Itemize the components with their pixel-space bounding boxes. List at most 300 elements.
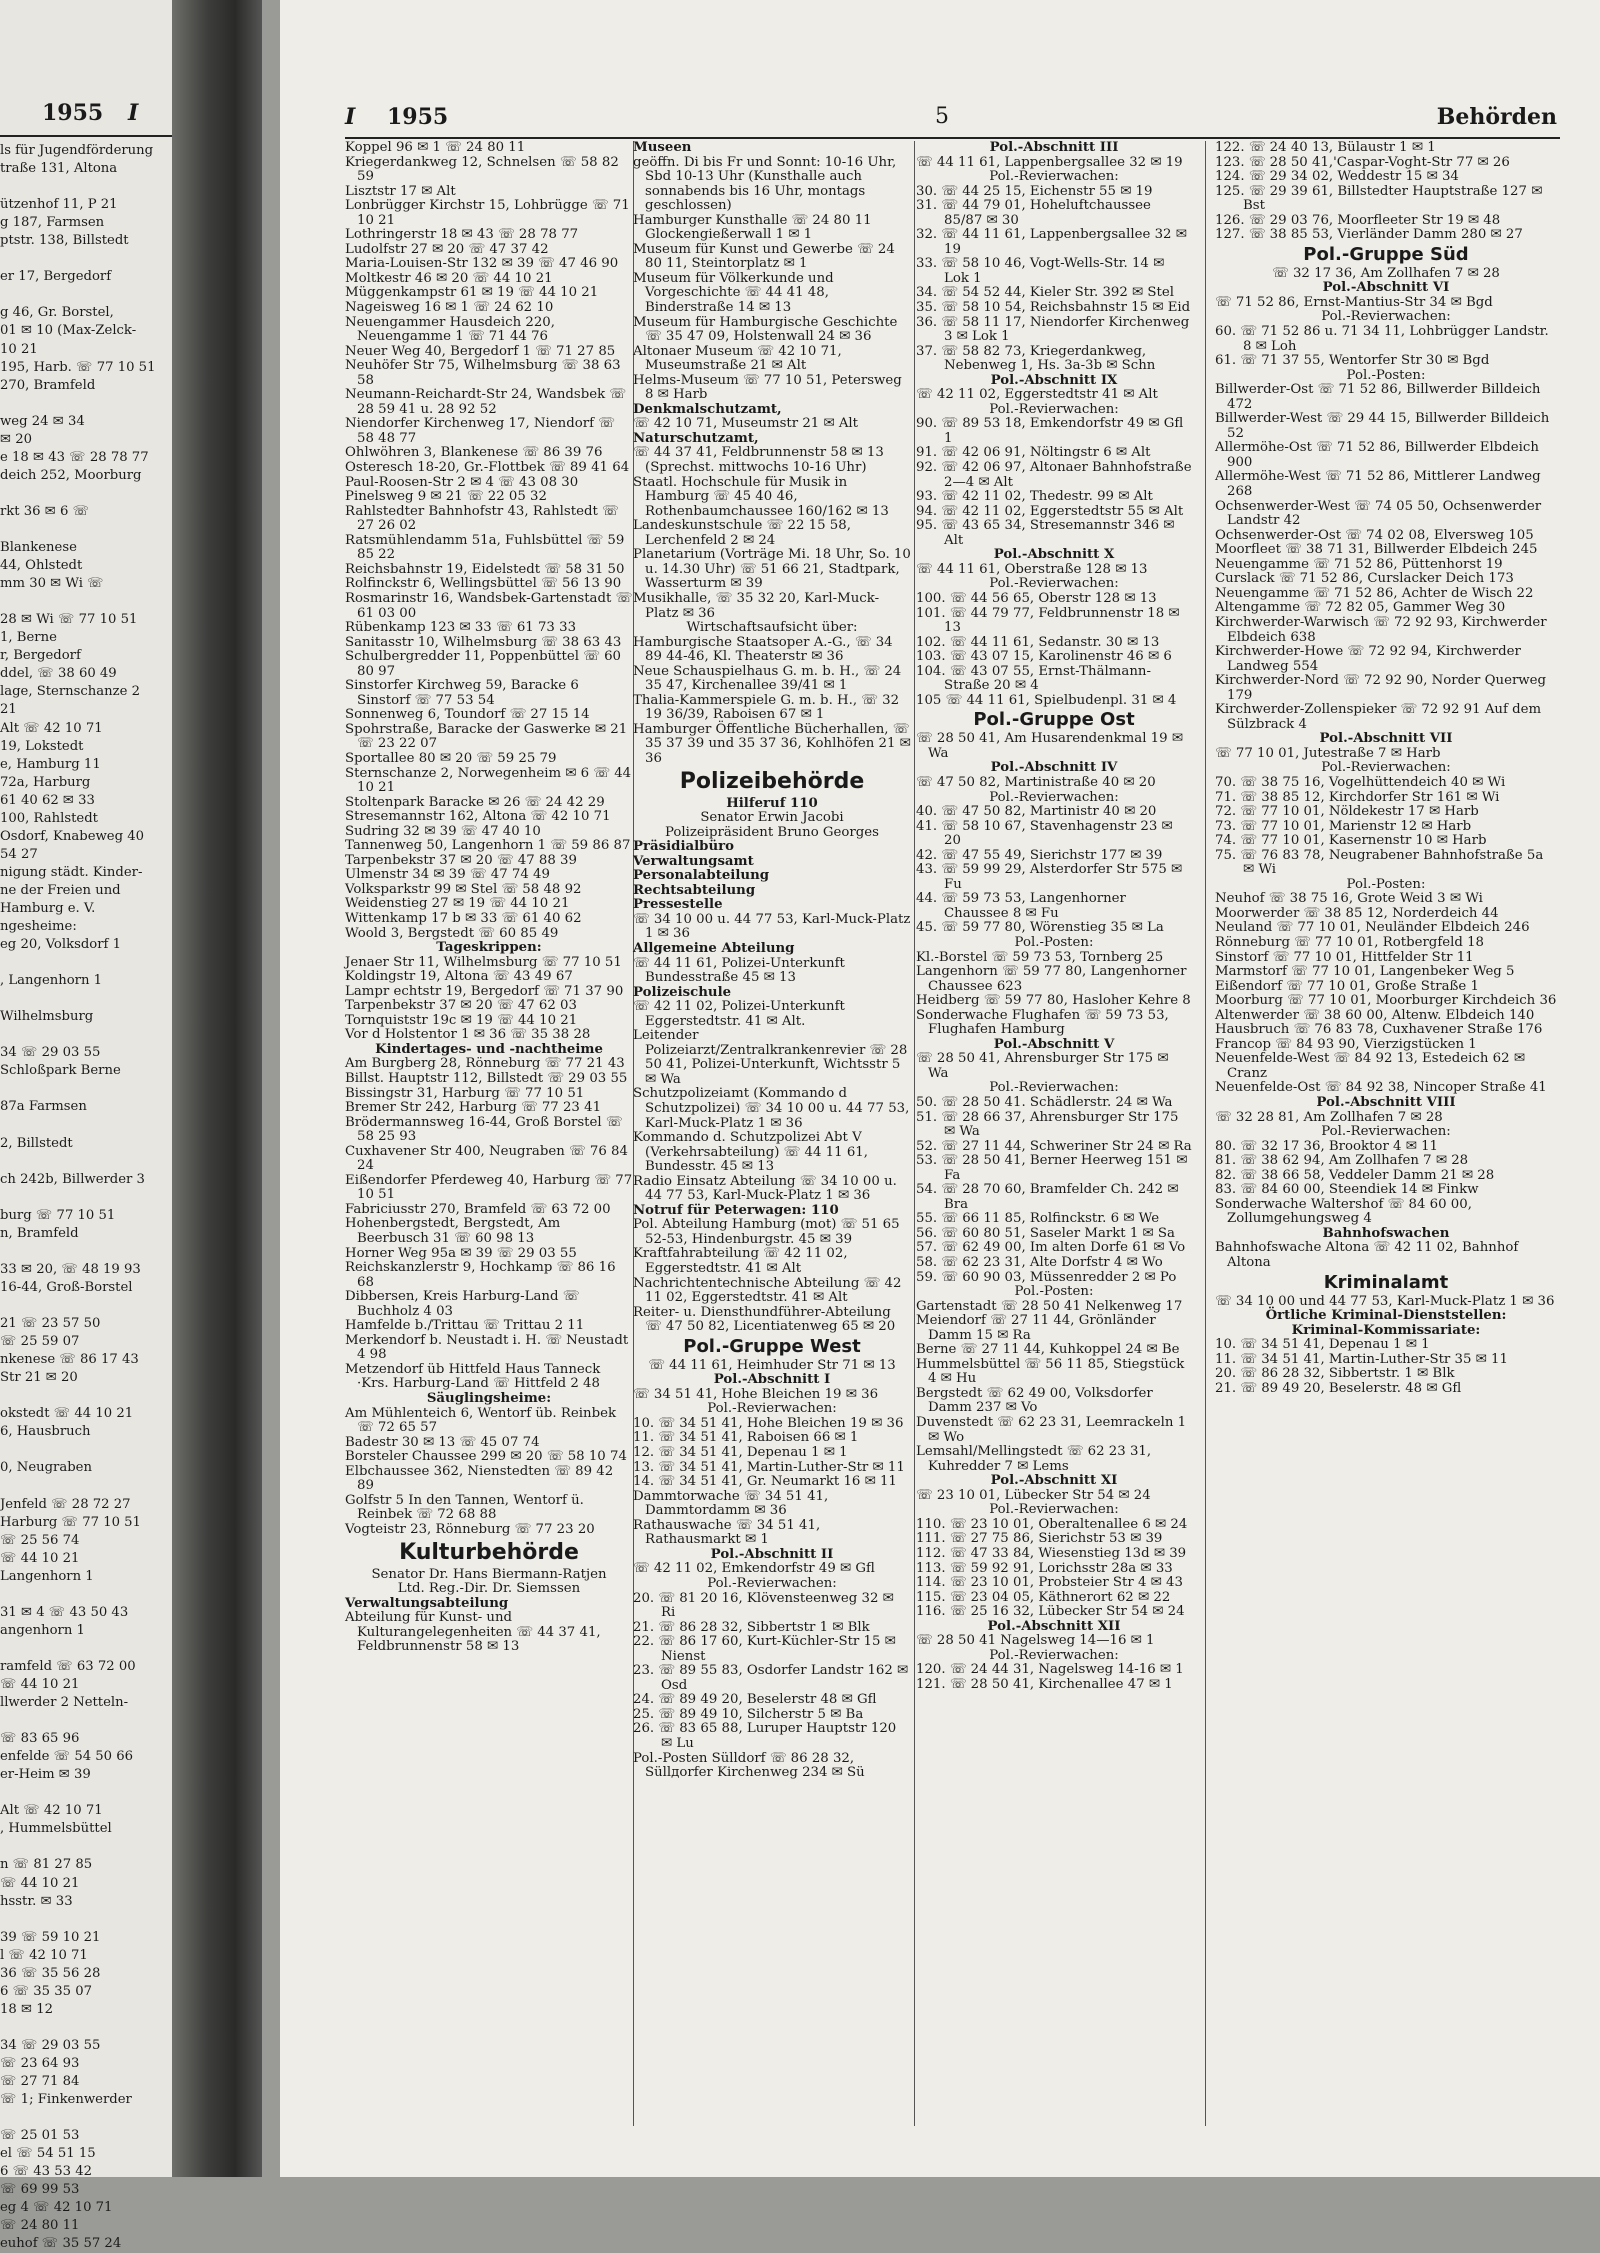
directory-entry: 55. ☏ 66 11 85, Rolfinckstr. 6 ✉ We <box>916 1211 1160 1227</box>
directory-entry: ☏ 34 10 00 und 44 77 53, Karl-Muck-Platz 1 ✉ 36 <box>1215 1293 1555 1309</box>
directory-entry: 82. ☏ 38 66 58, Veddeler Damm 21 ✉ 28 <box>1215 1167 1495 1183</box>
directory-entry: Lemsahl/Mellingstedt ☏ 62 23 31, Kuhredder 7 ✉ Lems <box>916 1444 1152 1474</box>
directory-entry: 44. ☏ 59 73 53, Langenhorner Chaussee 8 ✉ Fu <box>916 891 1126 921</box>
centered-line: Senator Erwin Jacobi <box>700 810 844 826</box>
directory-entry: 51. ☏ 28 66 37, Ahrensburger Str 175 ✉ Wa <box>916 1109 1179 1140</box>
subsection-heading: Pol.-Abschnitt IX <box>990 372 1118 388</box>
directory-entry: 35. ☏ 58 10 54, Reichsbahnstr 15 ✉ Eid <box>916 300 1191 316</box>
directory-entry: Thalia-Kammerspiele G. m. b. H., ☏ 32 19 36/39, Raboisen 67 ✉ 1 <box>633 692 900 723</box>
directory-entry: Borsteler Chaussee 299 ✉ 20 ☏ 58 10 74 <box>345 1449 627 1465</box>
left-page-line: Harburg ☏ 77 10 51 <box>0 1514 141 1530</box>
subsection-heading: Pol.-Abschnitt VIII <box>1316 1095 1456 1110</box>
directory-entry: 21. ☏ 89 49 20, Beselerstr. 48 ✉ Gfl <box>1215 1380 1462 1396</box>
left-page-line: 31 ✉ 4 ☏ 43 50 43 <box>0 1604 129 1620</box>
department-label: Verwaltungsamt <box>633 853 754 869</box>
left-page-line: ☏ 44 10 21 <box>0 1875 80 1891</box>
directory-entry: Bahnhofswache Altona ☏ 42 11 02, Bahnhof Altona <box>1215 1240 1519 1271</box>
left-page-line: ☏ 1; Finkenwerder <box>0 2092 132 2108</box>
department-label: Museen <box>633 140 692 155</box>
directory-entry: 24. ☏ 89 49 20, Beselerstr 48 ✉ Gfl <box>633 1692 877 1708</box>
left-page-line <box>0 2019 172 2037</box>
directory-entry: Neue Schauspielhaus G. m. b. H., ☏ 24 35 47, Kirchenallee 39/41 ✉ 1 <box>633 663 902 694</box>
left-page-line <box>0 286 172 304</box>
directory-entry: 26. ☏ 83 65 88, Luruper Hauptstr 120 ✉ Lu <box>633 1721 897 1751</box>
directory-entry: 45. ☏ 59 77 80, Wörenstieg 35 ✉ La <box>916 920 1164 936</box>
left-page-line: Blankenese <box>0 540 77 556</box>
directory-entry: Spohrstraße, Baracke der Gaswerke ✉ 21 ☏ 23 22 07 <box>345 721 628 752</box>
department-label: Notruf für Peterwagen: 110 <box>633 1202 839 1218</box>
left-page-line <box>0 1153 172 1171</box>
directory-entry: 102. ☏ 44 11 61, Sedanstr. 30 ✉ 13 <box>916 634 1160 650</box>
directory-entry: Lampr echtstr 19, Bergedorf ☏ 71 37 90 <box>345 983 624 999</box>
left-page-line: n, Bramfeld <box>0 1225 79 1241</box>
directory-entry: Hummelsbüttel ☏ 56 11 85, Stiegstück 4 ✉ Hu <box>916 1356 1185 1387</box>
left-page-line: ptstr. 138, Billstedt <box>0 233 129 249</box>
directory-entry: Paul-Roosen-Str 2 ✉ 4 ☏ 43 08 30 <box>345 474 579 490</box>
directory-entry: Curslack ☏ 71 52 86, Curslacker Deich 173 <box>1215 571 1514 587</box>
department-label: Polizeischule <box>633 984 732 1000</box>
directory-entry: Moorfleet ☏ 38 71 31, Billwerder Elbdeich 245 <box>1215 542 1538 558</box>
centered-line: Pol.-Revierwachen: <box>989 169 1119 185</box>
directory-entry: Sternschanze 2, Norwegenheim ✉ 6 ☏ 44 10 21 <box>345 765 632 796</box>
left-page-line <box>0 1117 172 1135</box>
centered-line: Ltd. Reg.-Dir. Dr. Siemssen <box>397 1581 581 1597</box>
directory-entry: Hausbruch ☏ 76 83 78, Cuxhavener Straße 176 <box>1215 1022 1543 1038</box>
directory-entry: Woold 3, Bergstedt ☏ 60 85 49 <box>345 925 559 941</box>
column-3 <box>916 141 1192 2126</box>
section-title: Behörden <box>1436 104 1557 130</box>
directory-entry: Rathauswache ☏ 34 51 41, Rathausmarkt ✉ 1 <box>633 1517 821 1548</box>
directory-entry: 101. ☏ 44 79 77, Feldbrunnenstr 18 ✉ 13 <box>916 605 1180 636</box>
left-page-line <box>0 1784 172 1802</box>
left-page-line: deich 252, Moorburg <box>0 467 142 483</box>
directory-entry: Planetarium (Vorträge Mi. 18 Uhr, So. 10 u. 14.30 Uhr) ☏ 51 66 21, Stadtpark, Wasserturm ✉ 39 <box>633 547 911 592</box>
directory-entry: Hamburger Kunsthalle ☏ 24 80 11 Glockengießerwall 1 ✉ 1 <box>633 212 872 243</box>
directory-entry: Reichsbahnstr 19, Eidelstedt ☏ 58 31 50 <box>345 561 625 577</box>
left-page-line: Wilhelmsburg <box>0 1009 94 1025</box>
centered-line: Wirtschaftsaufsicht über: <box>686 620 858 636</box>
directory-entry: 56. ☏ 60 80 51, Saseler Markt 1 ✉ Sa <box>916 1225 1175 1241</box>
directory-entry: Neuhof ☏ 38 75 16, Grote Weid 3 ✉ Wi <box>1215 891 1483 907</box>
section-heading: Kulturbehörde <box>399 1539 579 1565</box>
left-page-line: 16-44, Groß-Borstel <box>0 1279 133 1295</box>
directory-entry: 21. ☏ 86 28 32, Sibbertstr 1 ✉ Blk <box>633 1619 870 1635</box>
directory-entry: ☏ 77 10 01, Jutestraße 7 ✉ Harb <box>1215 745 1441 761</box>
column-2 <box>633 141 911 2126</box>
left-page-line <box>0 954 172 972</box>
directory-entry: 114. ☏ 23 10 01, Probsteier Str 4 ✉ 43 <box>916 1575 1183 1591</box>
left-page-line: 44, Ohlstedt <box>0 558 83 574</box>
left-page-line: Osdorf, Knabeweg 40 <box>0 828 145 844</box>
left-page-line <box>0 1477 172 1495</box>
left-page-line: ☏ 27 71 84 <box>0 2074 80 2090</box>
directory-entry: 11. ☏ 34 51 41, Martin-Luther-Str 35 ✉ 11 <box>1215 1351 1508 1367</box>
directory-entry: ☏ 28 50 41 Nagelsweg 14—16 ✉ 1 <box>916 1633 1155 1649</box>
directory-entry: 104. ☏ 43 07 55, Ernst-Thälmann-Straße 20 ✉ 4 <box>916 663 1151 694</box>
left-page-line: 87a Farmsen <box>0 1099 87 1115</box>
left-page-line <box>0 1586 172 1604</box>
directory-entry: ☏ 23 10 01, Lübecker Str 54 ✉ 24 <box>916 1487 1151 1503</box>
left-page-line <box>0 1838 172 1856</box>
directory-entry: Rolfinckstr 6, Wellingsbüttel ☏ 56 13 90 <box>345 576 622 592</box>
directory-entry: 34. ☏ 54 52 44, Kieler Str. 392 ✉ Stel <box>916 285 1175 301</box>
left-page-line: er-Heim ✉ 39 <box>0 1767 91 1783</box>
directory-entry: Horner Weg 95a ✉ 39 ☏ 29 03 55 <box>345 1245 577 1261</box>
directory-entry: Reichskanzlerstr 9, Hochkamp ☏ 86 16 68 <box>345 1260 616 1290</box>
directory-page <box>280 0 1600 2177</box>
directory-entry: Dibbersen, Kreis Harburg-Land ☏ Buchholz 4 03 <box>345 1289 580 1319</box>
directory-entry: Vor d Holstentor 1 ✉ 36 ☏ 35 38 28 <box>345 1027 591 1043</box>
left-page-line: 195, Harb. ☏ 77 10 51 <box>0 359 156 375</box>
page-side: I <box>345 104 356 130</box>
directory-entry: Neuer Weg 40, Bergedorf 1 ☏ 71 27 85 <box>345 343 616 359</box>
directory-entry: Meiendorf ☏ 27 11 44, Grönländer Damm 15 ✉ Ra <box>916 1313 1156 1343</box>
left-page-line <box>0 1640 172 1658</box>
directory-entry: Hohenbergstedt, Bergstedt, Am Beerbusch 31 ☏ 60 98 13 <box>345 1216 561 1247</box>
left-page-line: rkt 36 ✉ 6 ☏ <box>0 503 90 519</box>
directory-entry: Radio Einsatz Abteilung ☏ 34 10 00 u. 44 77 53, Karl-Muck-Platz 1 ✉ 36 <box>633 1173 897 1204</box>
left-page-line: 39 ☏ 59 10 21 <box>0 1929 101 1945</box>
directory-entry: Kirchwerder-Howe ☏ 72 92 94, Kirchwerder Landweg 554 <box>1215 644 1521 674</box>
directory-entry: ☏ 44 37 41, Feldbrunnenstr 58 ✉ 13 (Sprechst. mittwochs 10-16 Uhr) <box>633 445 884 476</box>
directory-entry: Billst. Hauptstr 112, Billstedt ☏ 29 03 55 <box>345 1071 628 1086</box>
directory-entry: Metzendorf üb Hittfeld Haus Tanneck ·Krs. Harburg-Land ☏ Hittfeld 2 48 <box>345 1361 601 1392</box>
left-page-line <box>0 1387 172 1405</box>
left-page-line: burg ☏ 77 10 51 <box>0 1207 116 1223</box>
left-page-line: 6 ☏ 43 53 42 <box>0 2164 92 2180</box>
directory-entry: 10. ☏ 34 51 41, Depenau 1 ✉ 1 <box>1215 1337 1430 1353</box>
directory-entry: 74. ☏ 77 10 01, Kasernenstr 10 ✉ Harb <box>1215 833 1487 849</box>
left-page-line: ☏ 25 01 53 <box>0 2128 80 2144</box>
directory-entry: Ochsenwerder-West ☏ 74 05 50, Ochsenwerder Landstr 42 <box>1215 498 1542 529</box>
directory-entry: Billwerder-West ☏ 29 44 15, Billwerder Billdeich 52 <box>1215 411 1550 441</box>
left-page-line: Langenhorn 1 <box>0 1568 94 1584</box>
left-page-line <box>0 395 172 413</box>
left-page-line: ngesheime: <box>0 919 77 935</box>
directory-entry: 124. ☏ 29 34 02, Weddestr 15 ✉ 34 <box>1215 169 1459 185</box>
directory-entry: Sportallee 80 ✉ 20 ☏ 59 25 79 <box>345 750 557 766</box>
directory-entry: 12. ☏ 34 51 41, Depenau 1 ✉ 1 <box>633 1445 848 1461</box>
department-label: Verwaltungsabteilung <box>345 1595 509 1611</box>
directory-entry: 122. ☏ 24 40 13, Bülaustr 1 ✉ 1 <box>1215 140 1436 155</box>
left-page-line <box>0 2109 172 2127</box>
left-page-line: 10 21 <box>0 341 38 357</box>
department-label: Personalabteilung <box>633 868 770 884</box>
directory-entry: Rübenkamp 123 ✉ 33 ☏ 61 73 33 <box>345 620 577 636</box>
directory-entry: 91. ☏ 42 06 91, Nöltingstr 6 ✉ Alt <box>916 445 1151 461</box>
left-page-line <box>0 1297 172 1315</box>
left-page-line: 19, Lokstedt <box>0 738 84 754</box>
directory-entry: Eißendorfer Pferdeweg 40, Harburg ☏ 77 10 51 <box>345 1172 633 1203</box>
left-page-line <box>0 1243 172 1261</box>
directory-entry: 81. ☏ 38 62 94, Am Zollhafen 7 ✉ 28 <box>1215 1153 1469 1169</box>
left-page-line: e, Hamburg 11 <box>0 756 101 772</box>
left-page-line: enfelde ☏ 54 50 66 <box>0 1749 134 1765</box>
left-page-line: ramfeld ☏ 63 72 00 <box>0 1658 136 1674</box>
directory-entry: Ulmenstr 34 ✉ 39 ☏ 47 74 49 <box>345 867 550 883</box>
directory-entry: Cuxhavener Str 400, Neugraben ☏ 76 84 24 <box>345 1143 628 1174</box>
left-page-line: r, Bergedorf <box>0 648 81 664</box>
section-heading: Polizeibehörde <box>679 768 865 794</box>
directory-entry: Vogteistr 23, Rönneburg ☏ 77 23 20 <box>345 1521 595 1537</box>
centered-line: Pol.-Revierwachen: <box>1321 760 1451 776</box>
left-page-line: traße 131, Altona <box>0 161 118 177</box>
directory-entry: Rosmarinstr 16, Wandsbek-Gartenstadt ☏ 61 03 00 <box>345 590 633 621</box>
left-page-line: 6 ☏ 35 35 07 <box>0 1983 92 1999</box>
directory-entry: 111. ☏ 27 75 86, Sierichstr 53 ✉ 39 <box>916 1531 1163 1547</box>
directory-entry: ☏ 44 11 61, Lappenbergsallee 32 ✉ 19 <box>916 154 1183 170</box>
subsection-heading: Pol.-Abschnitt IV <box>990 760 1118 776</box>
directory-entry: 31. ☏ 44 79 01, Hoheluftchaussee 85/87 ✉ 30 <box>916 198 1151 228</box>
left-page-line: ☏ 25 56 74 <box>0 1532 80 1548</box>
directory-entry: Stoltenpark Baracke ✉ 26 ☏ 24 42 29 <box>345 794 605 810</box>
directory-entry: Billwerder-Ost ☏ 71 52 86, Billwerder Billdeich 472 <box>1215 382 1541 412</box>
left-page-line <box>0 1712 172 1730</box>
directory-entry: ☏ 42 11 02, Emkendorfstr 49 ✉ Gfl <box>633 1561 875 1577</box>
centered-line: Pol.-Revierwachen: <box>989 401 1119 417</box>
directory-entry: Moorburg ☏ 77 10 01, Moorburger Kirchdeich 36 <box>1215 993 1557 1009</box>
left-page-year: 1955 <box>42 100 104 126</box>
left-page-line <box>0 1441 172 1459</box>
left-page-line: ne der Freien und <box>0 882 121 898</box>
directory-entry: 116. ☏ 25 16 32, Lübecker Str 54 ✉ 24 <box>916 1604 1185 1620</box>
centered-line: Pol.-Posten: <box>1346 876 1426 892</box>
directory-entry: 11. ☏ 34 51 41, Raboisen 66 ✉ 1 <box>633 1430 859 1446</box>
directory-entry: ☏ 42 11 02, Polizei-Unterkunft Eggerstedtstr. 41 ✉ Alt. <box>633 999 845 1029</box>
left-page-line <box>0 1080 172 1098</box>
centered-line: Pol.-Revierwachen: <box>1321 309 1451 325</box>
directory-entry: 72. ☏ 77 10 01, Nöldekestr 17 ✉ Harb <box>1215 804 1479 820</box>
page-header <box>345 104 1557 136</box>
directory-entry: 120. ☏ 24 44 31, Nagelsweg 14-16 ✉ 1 <box>916 1662 1184 1678</box>
directory-entry: Badestr 30 ✉ 13 ☏ 45 07 74 <box>345 1434 540 1450</box>
left-page-line: nkenese ☏ 86 17 43 <box>0 1352 139 1368</box>
centered-line: Pol.-Revierwachen: <box>989 1502 1119 1518</box>
book-binding <box>172 0 262 2177</box>
directory-entry: Kl.-Borstel ☏ 59 73 53, Tornberg 25 <box>916 949 1164 965</box>
directory-entry: 41. ☏ 58 10 67, Stavenhagenstr 23 ✉ 20 <box>916 818 1173 849</box>
left-page-line: Schloßpark Berne <box>0 1063 121 1079</box>
directory-entry: Hamburgische Staatsoper A.-G., ☏ 34 89 44-46, Kl. Theaterstr ✉ 36 <box>633 634 893 665</box>
left-page-line: , Hummelsbüttel <box>0 1821 112 1837</box>
left-page-line: lage, Sternschanze 2 <box>0 684 140 700</box>
directory-entry: 113. ☏ 59 92 91, Lorichsstr 28a ✉ 33 <box>916 1560 1173 1576</box>
left-page-line: 01 ✉ 10 (Max-Zelck- <box>0 323 137 339</box>
directory-entry: Sanitasstr 10, Wilhelmsburg ☏ 38 63 43 <box>345 634 622 650</box>
left-page-line: Jenfeld ☏ 28 72 27 <box>0 1496 131 1512</box>
left-page-line <box>0 178 172 196</box>
left-page-line <box>0 521 172 539</box>
directory-entry: Gartenstadt ☏ 28 50 41 Nelkenweg 17 <box>916 1298 1183 1314</box>
column-4 <box>1215 141 1557 2126</box>
column-divider <box>914 141 915 2126</box>
left-page-line <box>0 990 172 1008</box>
left-page-line <box>0 485 172 503</box>
subsection-heading: Hilferuf 110 <box>726 795 818 811</box>
directory-entry: Bergstedt ☏ 62 49 00, Volksdorfer Damm 237 ✉ Vo <box>916 1385 1153 1416</box>
subsection-heading: Bahnhofswachen <box>1322 1225 1450 1241</box>
directory-entry: 126. ☏ 29 03 76, Moorfleeter Str 19 ✉ 48 <box>1215 212 1501 228</box>
left-page-line <box>0 1911 172 1929</box>
left-page-line: er 17, Bergedorf <box>0 269 112 285</box>
directory-entry: Neuengamme ☏ 71 52 86, Achter de Wisch 22 <box>1215 585 1534 601</box>
directory-entry: Neuenfelde-West ☏ 84 92 13, Estedeich 62 ✉ Cranz <box>1215 1051 1525 1081</box>
directory-entry: ☏ 71 52 86, Ernst-Mantius-Str 34 ✉ Bgd <box>1215 294 1493 310</box>
subsection-heading: Pol.-Abschnitt VI <box>1322 280 1450 296</box>
directory-entry: Sonderwache Waltershof ☏ 84 60 00, Zollumgehungsweg 4 <box>1215 1196 1472 1227</box>
directory-entry: Koppel 96 ✉ 1 ☏ 24 80 11 <box>345 140 526 155</box>
directory-entry: Rahlstedter Bahnhofstr 43, Rahlstedt ☏ 27 26 02 <box>345 503 619 534</box>
left-page-line: 100, Rahlstedt <box>0 810 98 826</box>
left-page-line: ch 242b, Billwerder 3 <box>0 1171 145 1187</box>
centered-line: Pol.-Revierwachen: <box>707 1575 837 1591</box>
left-page-line: 72a, Harburg <box>0 774 91 790</box>
directory-entry: Sinstorfer Kirchweg 59, Baracke 6 Sinstorf ☏ 77 53 54 <box>345 678 579 708</box>
directory-entry: ☏ 44 11 61, Oberstraße 128 ✉ 13 <box>916 561 1148 577</box>
directory-entry: Volksparkstr 99 ✉ Stel ☏ 58 48 92 <box>345 881 582 897</box>
directory-entry: Abteilung für Kunst- und Kulturangelegenheiten ☏ 44 37 41, Feldbrunnenstr 58 ✉ 13 <box>345 1610 601 1655</box>
directory-entry: 37. ☏ 58 82 73, Kriegerdankweg, Nebenweg 1, Hs. 3a-3b ✉ Schn <box>916 343 1156 374</box>
left-page-line: el ☏ 54 51 15 <box>0 2146 96 2162</box>
directory-entry: Leitender Polizeiarzt/Zentralkrankenrevier ☏ 28 50 41, Polizei-Unterkunft, Wichtsstr 5 ✉ Wa <box>633 1028 908 1087</box>
left-page-line: 0, Neugraben <box>0 1460 92 1476</box>
directory-entry: Reiter- u. Diensthundführer-Abteilung ☏ 47 50 82, Licentiatenweg 65 ✉ 20 <box>633 1304 896 1335</box>
directory-entry: Pol. Abteilung Hamburg (mot) ☏ 51 65 52-53, Hindenburgstr. 45 ✉ 39 <box>633 1217 900 1247</box>
left-page-line: e 18 ✉ 43 ☏ 28 78 77 <box>0 449 149 465</box>
directory-entry: Ochsenwerder-Ost ☏ 74 02 08, Elversweg 105 <box>1215 527 1534 543</box>
directory-entry: Museum für Kunst und Gewerbe ☏ 24 80 11, Steintorplatz ✉ 1 <box>633 241 895 272</box>
centered-line: Pol.-Revierwachen: <box>989 789 1119 805</box>
left-page-line <box>0 593 172 611</box>
department-label: Pressestelle <box>633 897 723 913</box>
directory-entry: geöffn. Di bis Fr und Sonnt: 10-16 Uhr, Sbd 10-13 Uhr (Kunsthalle auch sonnabends bis 16 Uhr, montags geschlossen) <box>633 154 897 214</box>
directory-entry: 40. ☏ 47 50 82, Martinistr 40 ✉ 20 <box>916 804 1157 820</box>
subsection-heading: Örtliche Kriminal-Dienststellen: <box>1265 1308 1507 1324</box>
directory-entry: ☏ 44 11 61, Polizei-Unterkunft Bundesstraße 45 ✉ 13 <box>633 955 845 986</box>
left-page-line <box>0 1026 172 1044</box>
directory-entry: Altenwerder ☏ 38 60 00, Altenw. Elbdeich 140 <box>1215 1007 1535 1023</box>
left-page-line: ddel, ☏ 38 60 49 <box>0 666 117 682</box>
directory-entry: 14. ☏ 34 51 41, Gr. Neumarkt 16 ✉ 11 <box>633 1474 897 1490</box>
left-page-line: 2, Billstedt <box>0 1135 73 1151</box>
left-page-rule <box>0 135 172 137</box>
directory-entry: 23. ☏ 89 55 83, Osdorfer Landstr 162 ✉ Osd <box>633 1663 909 1693</box>
left-page-line: euhof ☏ 35 57 24 <box>0 2236 122 2252</box>
left-page-line: ✉ 20 <box>0 431 33 447</box>
directory-entry: ☏ 34 51 41, Hohe Bleichen 19 ✉ 36 <box>633 1386 879 1402</box>
directory-entry: 52. ☏ 27 11 44, Schweriner Str 24 ✉ Ra <box>916 1138 1192 1154</box>
left-page-side: I <box>128 100 139 126</box>
department-label: Naturschutzamt, <box>633 430 759 446</box>
directory-entry: Pol.-Posten Sülldorf ☏ 86 28 32, Süllдorfer Kirchenweg 234 ✉ Sü <box>633 1750 865 1781</box>
directory-entry: Ratsmühlendamm 51a, Fuhlsbüttel ☏ 59 85 22 <box>345 532 625 563</box>
directory-entry: 60. ☏ 71 52 86 u. 71 34 11, Lohbrügger Landstr. 8 ✉ Loh <box>1215 324 1549 354</box>
left-page-line: 34 ☏ 29 03 55 <box>0 1045 101 1061</box>
directory-entry: Bremer Str 242, Harburg ☏ 77 23 41 <box>345 1100 602 1116</box>
left-page-line: 1, Berne <box>0 630 57 646</box>
left-page-line <box>0 250 172 268</box>
left-page-line: ☏ 69 99 53 <box>0 2182 80 2198</box>
left-page-line: 61 40 62 ✉ 33 <box>0 792 95 808</box>
directory-entry: Landeskunstschule ☏ 22 15 58, Lerchenfeld 2 ✉ 24 <box>633 518 851 548</box>
directory-entry: ☏ 42 10 71, Museumstr 21 ✉ Alt <box>633 416 859 432</box>
directory-entry: 25. ☏ 89 49 10, Silcherstr 5 ✉ Ba <box>633 1706 864 1722</box>
centered-line: Pol.-Revierwachen: <box>707 1401 837 1417</box>
left-page-line: mm 30 ✉ Wi ☏ <box>0 576 104 592</box>
centered-line: Pol.-Posten: <box>1346 367 1426 383</box>
directory-entry: ☏ 32 28 81, Am Zollhafen 7 ✉ 28 <box>1215 1109 1443 1125</box>
directory-entry: 58. ☏ 62 23 31, Alte Dorfstr 4 ✉ Wo <box>916 1255 1163 1271</box>
directory-entry: Am Burgberg 28, Rönneburg ☏ 77 21 43 <box>345 1056 625 1072</box>
directory-entry: 13. ☏ 34 51 41, Martin-Luther-Str ✉ 11 <box>633 1459 905 1475</box>
directory-entry: Jenaer Str 11, Wilhelmsburg ☏ 77 10 51 <box>345 954 622 970</box>
directory-entry: Neumann-Reichardt-Str 24, Wandsbek ☏ 28 59 41 u. 28 92 52 <box>345 387 627 417</box>
directory-entry: Lisztstr 17 ✉ Alt <box>345 183 456 199</box>
directory-entry: 33. ☏ 58 10 46, Vogt-Wells-Str. 14 ✉ Lok 1 <box>916 256 1165 286</box>
centered-line: Pol.-Revierwachen: <box>989 1080 1119 1096</box>
left-page-line: Hamburg e. V. <box>0 900 96 916</box>
directory-entry: Francop ☏ 84 93 90, Vierzigstücken 1 <box>1215 1036 1477 1052</box>
directory-entry: Kirchwerder-Nord ☏ 72 92 90, Norder Querweg 179 <box>1215 673 1547 703</box>
directory-entry: Tarpenbekstr 37 ✉ 20 ☏ 47 88 39 <box>345 852 577 868</box>
directory-entry: Sonnenweg 6, Toundorf ☏ 27 15 14 <box>345 707 590 723</box>
directory-entry: 30. ☏ 44 25 15, Eichenstr 55 ✉ 19 <box>916 183 1153 199</box>
directory-entry: 54. ☏ 28 70 60, Bramfelder Ch. 242 ✉ Bra <box>916 1182 1179 1212</box>
directory-entry: ☏ 34 10 00 u. 44 77 53, Karl-Muck-Platz 1 ✉ 36 <box>633 911 911 942</box>
directory-entry: 59. ☏ 60 90 03, Müssenredder 2 ✉ Po <box>916 1269 1177 1285</box>
directory-entry: 123. ☏ 28 50 41,'Caspar-Voght-Str 77 ✉ 26 <box>1215 154 1510 170</box>
directory-entry: Sudring 32 ✉ 39 ☏ 47 40 10 <box>345 823 541 839</box>
subsection-heading: Pol.-Abschnitt II <box>710 1546 834 1562</box>
left-page-line: 33 ✉ 20, ☏ 48 19 93 <box>0 1261 141 1277</box>
directory-entry: Musikhalle, ☏ 35 32 20, Karl-Muck-Platz ✉ 36 <box>633 590 880 621</box>
directory-entry: Neuengammer Hausdeich 220, Neuengamme 1 ☏ 71 44 76 <box>345 314 555 345</box>
directory-entry: Fabriciusstr 270, Bramfeld ☏ 63 72 00 <box>345 1201 611 1217</box>
directory-entry: Golfstr 5 In den Tannen, Wentorf ü. Reinbek ☏ 72 68 88 <box>345 1492 584 1523</box>
section-heading: Pol.-Gruppe Süd <box>1303 243 1469 265</box>
centered-line: Pol.-Revierwachen: <box>989 1647 1119 1663</box>
directory-entry: Kriegerdankweg 12, Schnelsen ☏ 58 82 59 <box>345 154 619 185</box>
subsection-heading: Tageskrippen: <box>436 940 542 956</box>
department-label: Denkmalschutzamt, <box>633 401 782 417</box>
directory-entry: Wittenkamp 17 b ✉ 33 ☏ 61 40 62 <box>345 910 582 926</box>
left-page-line: 36 ☏ 35 56 28 <box>0 1965 101 1981</box>
directory-entry: Allermöhe-West ☏ 71 52 86, Mittlerer Landweg 268 <box>1215 469 1541 500</box>
column-1 <box>345 141 633 2126</box>
left-page-line: 28 ✉ Wi ☏ 77 10 51 <box>0 612 138 628</box>
directory-entry: Am Mühlenteich 6, Wentorf üb. Reinbek ☏ 72 65 57 <box>345 1405 617 1436</box>
directory-entry: Stresemannstr 162, Altona ☏ 42 10 71 <box>345 809 611 825</box>
directory-entry: 127. ☏ 38 85 53, Vierländer Damm 280 ✉ 27 <box>1215 227 1523 243</box>
left-page-line: 21 ☏ 23 57 50 <box>0 1316 101 1332</box>
left-page-line: okstedt ☏ 44 10 21 <box>0 1406 134 1422</box>
directory-entry: 32. ☏ 44 11 61, Lappenbergsallee 32 ✉ 19 <box>916 227 1187 257</box>
left-page-line: g 46, Gr. Borstel, <box>0 305 114 321</box>
directory-entry: 42. ☏ 47 55 49, Sierichstr 177 ✉ 39 <box>916 847 1163 863</box>
left-page-line: 54 27 <box>0 846 38 862</box>
directory-entry: 20. ☏ 81 20 16, Klövensteenweg 32 ✉ Ri <box>633 1590 894 1621</box>
directory-entry: 53. ☏ 28 50 41, Berner Heerweg 151 ✉ Fa <box>916 1153 1188 1183</box>
directory-entry: 61. ☏ 71 37 55, Wentorfer Str 30 ✉ Bgd <box>1215 353 1490 369</box>
left-page-line: ☏ 83 65 96 <box>0 1731 80 1747</box>
directory-entry: ☏ 47 50 82, Martinistraße 40 ✉ 20 <box>916 774 1156 790</box>
directory-entry: 121. ☏ 28 50 41, Kirchenallee 47 ✉ 1 <box>916 1676 1173 1692</box>
directory-entry: 112. ☏ 47 33 84, Wiesenstieg 13d ✉ 39 <box>916 1545 1187 1561</box>
left-page-line: Alt ☏ 42 10 71 <box>0 720 103 736</box>
left-page-line: , Langenhorn 1 <box>0 973 103 989</box>
directory-entry: 125. ☏ 29 39 61, Billstedter Hauptstraße 127 ✉ Bst <box>1215 183 1543 214</box>
directory-entry: 92. ☏ 42 06 97, Altonaer Bahnhofstraße 2—4 ✉ Alt <box>916 460 1192 490</box>
